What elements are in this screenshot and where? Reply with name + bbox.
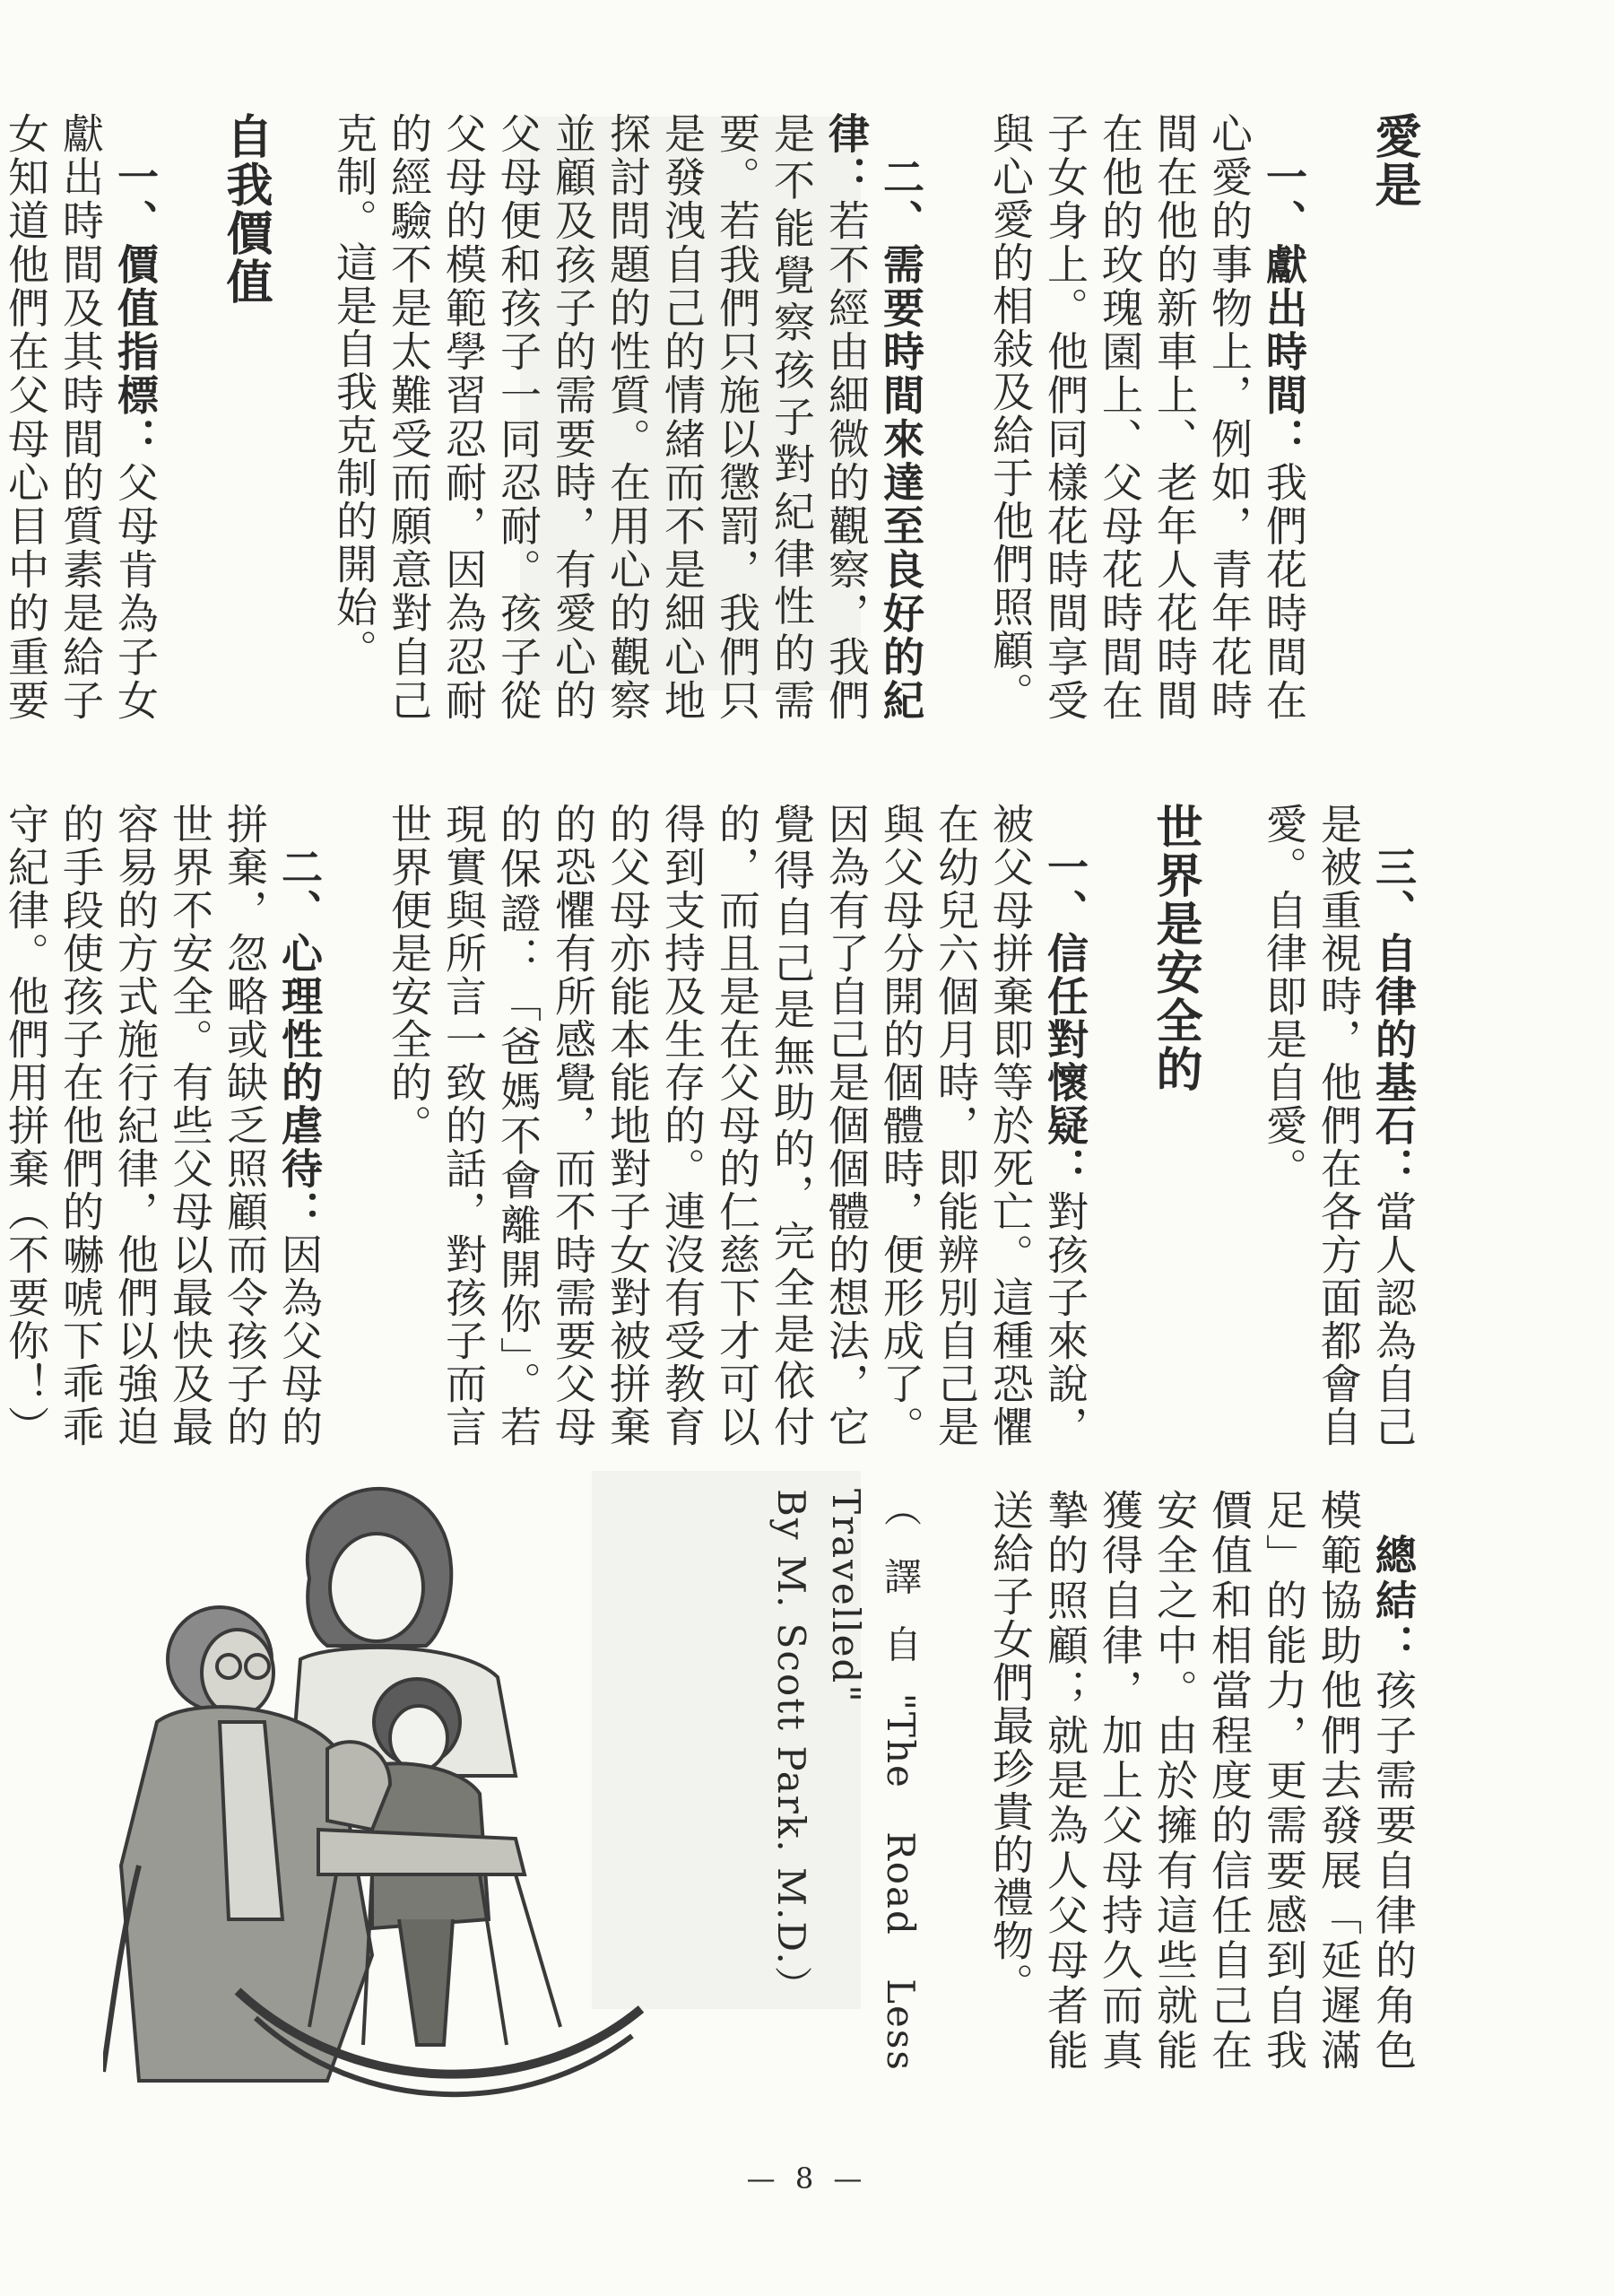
section-heading-love-is: 愛是 [1367,112,1420,209]
paragraph-lead: 一、獻出時間： [1260,155,1308,461]
citation [764,1489,928,2072]
paragraph-lead: 三、自律的基石： [1369,846,1418,1190]
paragraph-body: 父母肯為子女獻出時間及其時間的質素是給子女知道他們在父母心目中的重要 [2,112,160,723]
paragraph-body: 當人認為自己是被重視時，他們在各方面都會自愛。自律即是自愛。 [1260,803,1418,1448]
citation-line: （譯自"The Road Less Travelled" [824,1489,923,2072]
top-text-block [0,112,1475,722]
child-face [390,1706,447,1770]
section-heading-self-worth: 自我價值 [218,112,272,306]
summary-body: 孩子需要自律的角色模範協助他們去發展「延遲滿足」的能力，更需要感到自我價值和相當程度的信任自己在安全之中。由於擁有這些就能獲得自律，加上父母持久而真摯的照顧；就是為人父母者能送給子女們最珍貴的禮物。 [986,1489,1418,2073]
paragraph-lead: 一、價值指標： [111,155,160,461]
paragraph-lead: 二、需要時間來達至良好的紀律： [822,112,925,723]
paragraph-body: 若不經由細微的觀察，我們是不能覺察孩子對紀律性的需要。若我們只施以懲罰，我們只是發洩自己的情緒而不是細心地探討問題的性質。在用心的觀察並顧及孩子的需要時，有愛心的父母便和孩子一同忍耐。孩子從父母的模範學習忍耐，因為忍耐的經驗不是太難受而願意對自己克制。這是自我克制的開始。 [330,112,871,723]
family-rocking-horse-illustration [103,1453,677,2099]
paragraph [0,803,326,1448]
paragraph [0,112,162,722]
page-number: — 8 — [746,2161,868,2196]
mother-face [330,1534,423,1641]
paragraph-lead: 二、心理性的虐待： [275,846,324,1233]
paragraph [381,803,1092,1448]
rocking-horse-body [318,1830,525,1874]
paragraph-body: 對孩子來說，被父母拼棄即等於死亡。這種恐懼在幼兒六個月時，即能辨別自己是與父母分開的個體時，便形成了。因為有了自己是個個體的想法，它覺得自己是無助的，完全是依付的，而且是在父母的仁慈下才可以得到支持及生存的。連沒有受教育的父母亦能本能地對子女對被拼棄的恐懼有所感覺，而不時需要父母的保證：「爸媽不會離開你」。若現實與所言一致的話，對孩子而言世界便是安全的。 [385,803,1089,1448]
paragraph-body: 因為父母的拼棄，忽略或缺乏照顧而令孩子的世界不安全。有些父母以最快及最容易的方式施行紀律，他們以強迫的手段使孩子在他們的嚇唬下乖乖守紀律。他們用拼棄（不要你！） [2,803,324,1448]
rocking-horse-leg [480,1874,507,2045]
citation-line: By M. Scott Park. M.D.） [769,1489,813,2005]
section-heading-world-safe: 世界是安全的 [1148,803,1202,1093]
middle-text-block [0,803,1475,1448]
paragraph-body: 我們花時間在心愛的事物上，例如，青年花時間在他的新車上、老年人花時間在他的玫瑰園上、父母花時間在子女身上。他們同樣花時間享受與心愛的相敍及給于他們照顧。 [986,112,1308,723]
paragraph [326,112,928,722]
paragraph-lead: 一、信任對懷疑： [1041,846,1089,1190]
summary-lead: 總結： [1369,1534,1418,1669]
paragraph [983,112,1311,722]
bottom-text-block [709,1489,1475,2072]
rocking-horse-leg [516,1874,560,2027]
paragraph [983,1489,1420,2072]
child-leg [399,1919,453,2045]
paragraph [1256,803,1420,1448]
